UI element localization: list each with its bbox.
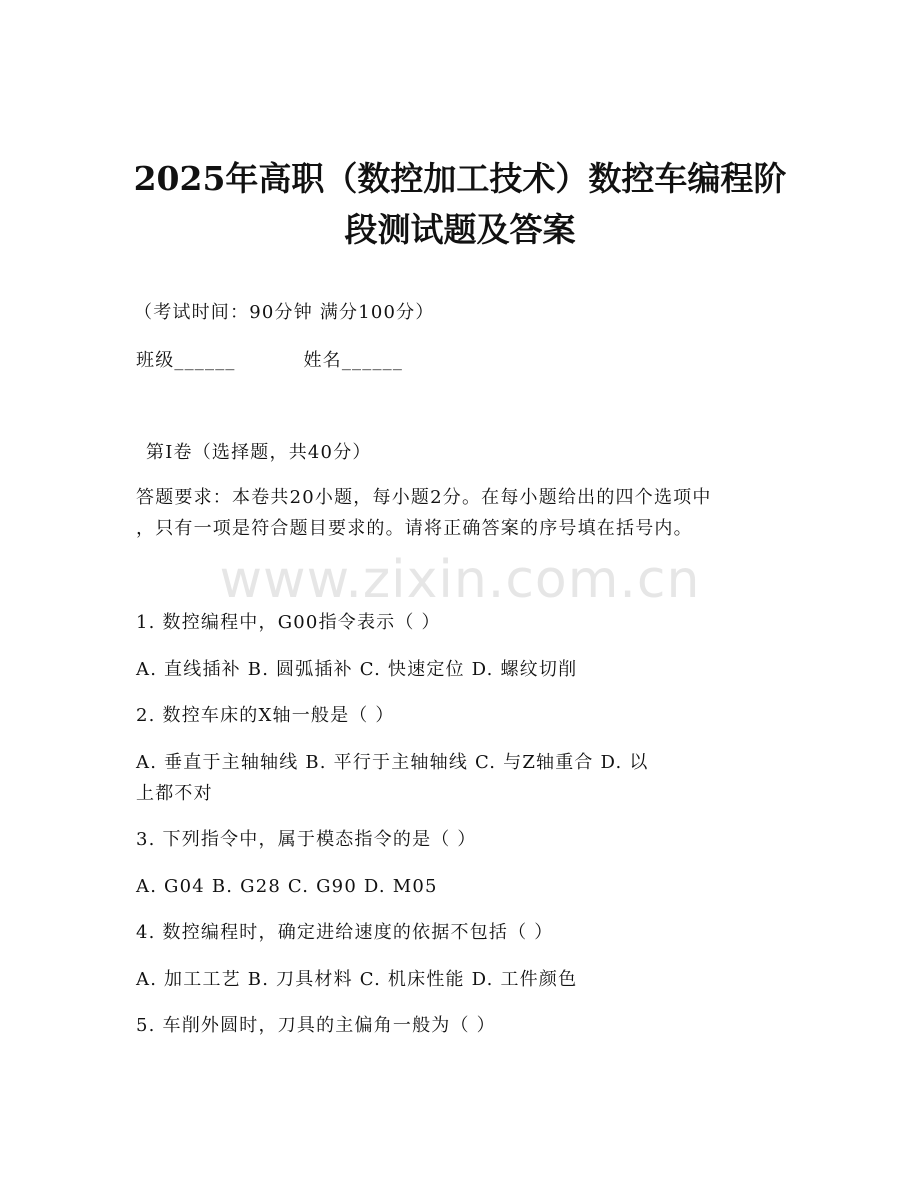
question-options-continued: 上都不对 (136, 783, 213, 804)
question-stem: 1. 数控编程中，G00指令表示（ ） (136, 612, 441, 633)
instructions-line-2: ，只有一项是符合题目要求的。请将正确答案的序号填在括号内。 (136, 518, 693, 539)
question-stem: 4. 数控编程时，确定进给速度的依据不包括（ ） (136, 922, 554, 943)
exam-info: （考试时间：90分钟 满分100分） (134, 302, 435, 323)
question-options: A. 垂直于主轴轴线 B. 平行于主轴轴线 C. 与Z轴重合 D. 以 (136, 752, 649, 773)
instructions-line-1: 答题要求：本卷共20小题，每小题2分。在每小题给出的四个选项中 (136, 487, 712, 508)
question-options: A. 直线插补 B. 圆弧插补 C. 快速定位 D. 螺纹切削 (136, 659, 578, 680)
class-field-label: 班级______ (136, 350, 236, 371)
document-title-line-1: 2025年高职（数控加工技术）数控车编程阶 (133, 159, 787, 198)
question-stem: 5. 车削外圆时，刀具的主偏角一般为（ ） (136, 1015, 496, 1036)
question-stem: 2. 数控车床的X轴一般是（ ） (136, 705, 395, 726)
watermark: www.zixin.com.cn (219, 550, 701, 610)
question-options: A. 加工工艺 B. 刀具材料 C. 机床性能 D. 工件颜色 (136, 969, 578, 990)
name-field-label: 姓名______ (303, 350, 404, 371)
question-options: A. G04 B. G28 C. G90 D. M05 (136, 876, 438, 897)
question-stem: 3. 下列指令中，属于模态指令的是（ ） (136, 829, 477, 850)
document-title-line-2: 段测试题及答案 (344, 210, 576, 249)
student-info-row (136, 346, 796, 376)
section-heading: 第I卷（选择题，共40分） (146, 442, 372, 463)
